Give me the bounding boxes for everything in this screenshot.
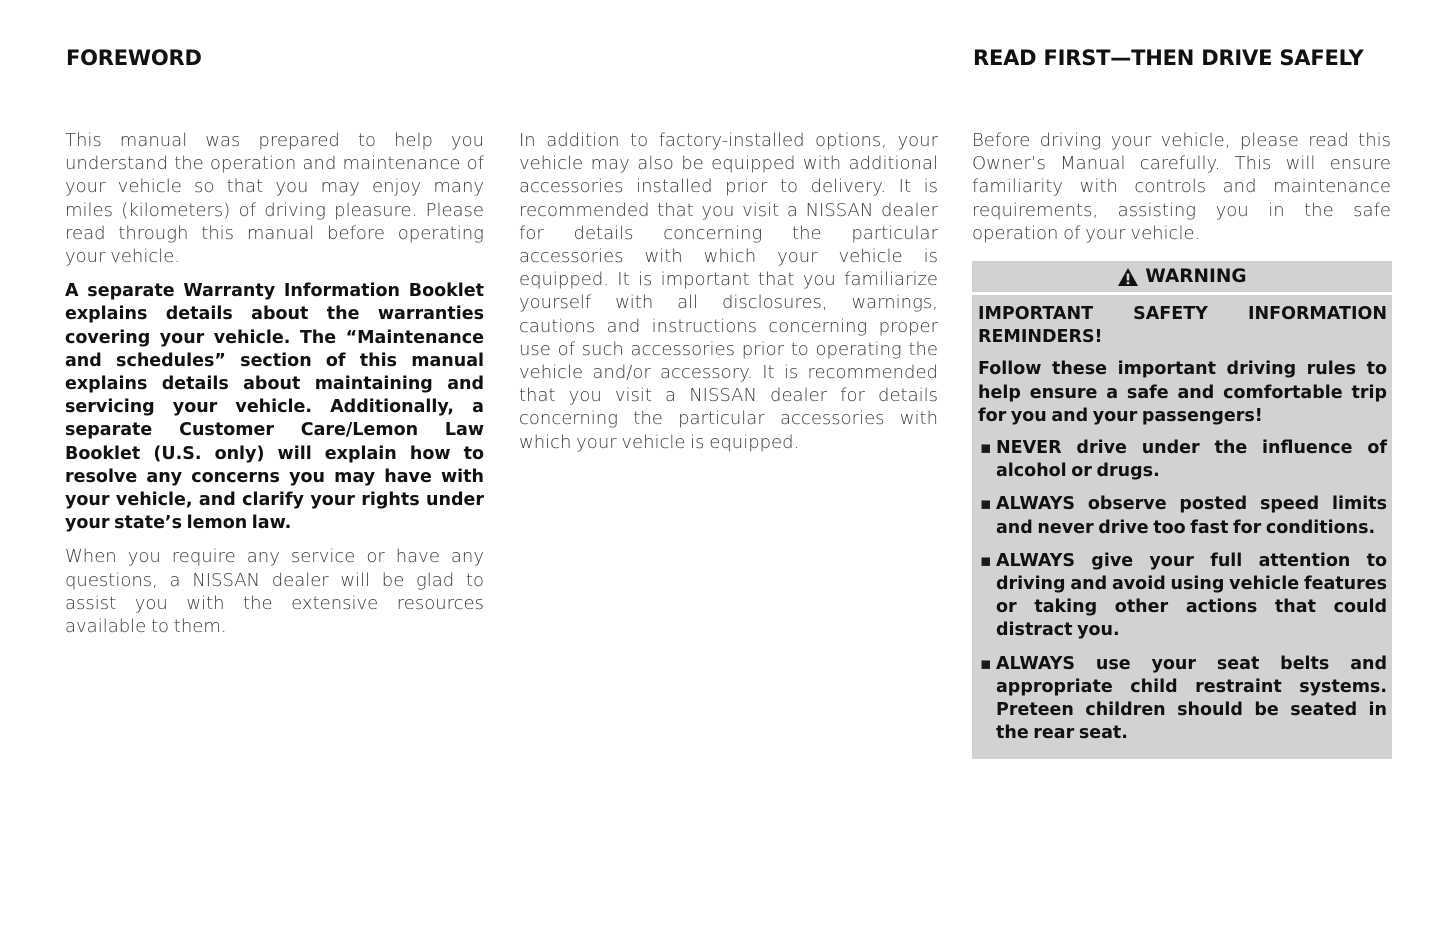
foreword-intro-paragraph: This manual was prepared to help you understand the operation and maintenance of your vehicle so that you may enjoy many miles (kilometers) of driving pleasure. Please read through this manual before operating your vehicle. [65,130,484,268]
foreword-heading: FOREWORD [66,46,202,70]
dealer-service-paragraph: When you require any service or have any questions, a NISSAN dealer will be glad to assist you with the extensive resources available to them. [65,546,484,638]
foreword-column [65,129,484,638]
accessories-column [519,129,938,454]
list-item [978,493,1387,539]
bullet-square-icon: ▪ [980,550,992,571]
driving-rules-list [978,437,1387,745]
warning-triangle-icon [1117,267,1139,287]
rule-text: NEVER drive under the influence of alcohol or drugs. [996,438,1387,482]
warning-title: WARNING [1145,266,1247,288]
warning-header [972,261,1392,295]
warranty-booklet-paragraph: A separate Warranty Information Booklet explains details about the warranties covering your vehicle. The “Maintenance and schedules” section of this manual explains details about maintaining and servicing your vehicle. Additionally, a separate Customer Care/Lemon Law Booklet (U.S. only) will explain how to resolve any concerns you may have with your vehicle, and clarify your rights under your state’s lemon law. [65,281,484,534]
warning-subtitle: IMPORTANT SAFETY INFORMATION REMINDERS! [978,304,1387,348]
list-item [978,550,1387,643]
bullet-square-icon: ▪ [980,438,992,459]
warning-box [972,261,1392,759]
list-item [978,437,1387,483]
rule-text: ALWAYS give your full attention to driving and avoid using vehicle features or taking other actions that could distract you. [996,550,1387,641]
bullet-square-icon: ▪ [980,653,992,674]
read-first-intro-paragraph: Before driving your vehicle, please read this Owner’s Manual carefully. This will ensure familiarity with controls and maintenance requirements, assisting you in the safe operation of your vehicle. [972,130,1391,244]
read-first-column [972,129,1391,759]
read-first-heading: READ FIRST—THEN DRIVE SAFELY [973,46,1364,70]
warning-lead: Follow these important driving rules to help ensure a safe and comfortable trip for you and your passengers! [978,359,1387,426]
warning-body [972,295,1392,759]
rule-text: ALWAYS use your seat belts and appropriate child restraint systems. Preteen children should be seated in the rear seat. [996,653,1387,744]
bullet-square-icon: ▪ [980,494,992,515]
list-item [978,653,1387,746]
accessories-paragraph: In addition to factory-installed options, your vehicle may also be equipped with additional accessories installed prior to delivery. It is recommended that you visit a NISSAN dealer for details concerning the particular accessories with which your vehicle is equipped. It is important that you familiarize yourself with all disclosures, warnings, cautions and instructions concerning proper use of such accessories prior to operating the vehicle and/or accessory. It is recommended that you visit a NISSAN dealer for details concerning the particular accessories with which your vehicle is equipped. [519,130,938,453]
rule-text: ALWAYS observe posted speed limits and never drive too fast for conditions. [996,494,1387,538]
